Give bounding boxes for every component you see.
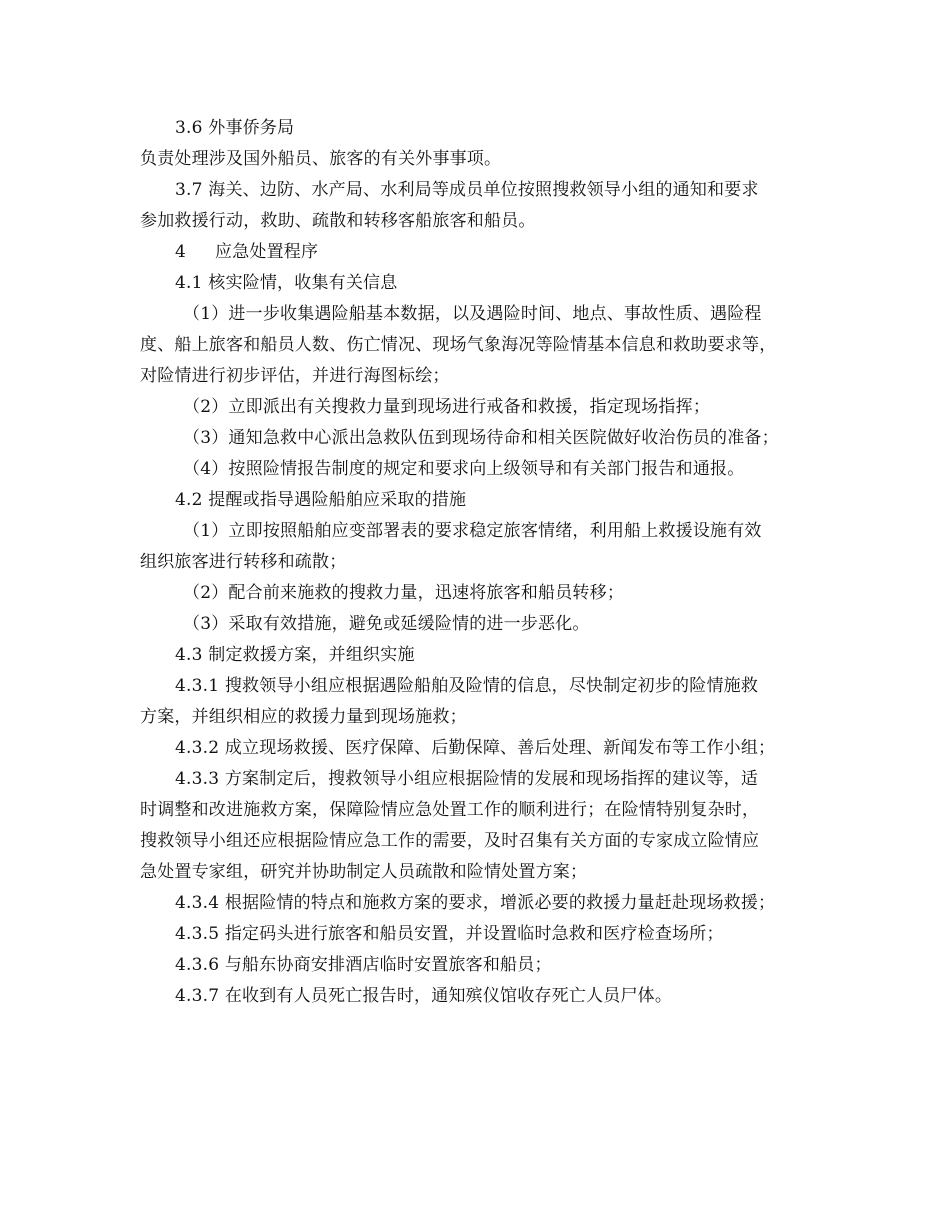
section-4-1-heading: 4.1 核实险情，收集有关信息 [175,273,398,293]
item-4-3-1-line-1: 4.3.1 搜救领导小组应根据遇险船舶及险情的信息，尽快制定初步的险情施救 [175,676,759,696]
section-3-7-text-line-2: 参加救援行动，救助、疏散和转移客船旅客和船员。 [140,211,536,231]
item-4-1-1-line-3: 对险情进行初步评估，并进行海图标绘； [140,366,450,386]
item-4-2-3: （3）采取有效措施，避免或延缓险情的进一步恶化。 [183,614,590,634]
item-4-3-3-line-3: 搜救领导小组还应根据险情应急工作的需要，及时召集有关方面的专家成立险情应 [140,831,760,851]
item-4-3-3-line-4: 急处置专家组，研究并协助制定人员疏散和险情处置方案； [140,862,588,882]
item-4-1-1-line-1: （1）进一步收集遇险船基本数据，以及遇险时间、地点、事故性质、遇险程 [183,304,762,324]
section-3-6-heading: 3.6 外事侨务局 [175,118,295,138]
section-4-title: 应急处置程序 [215,242,319,262]
document-body [140,113,820,1012]
item-4-3-4: 4.3.4 根据险情的特点和施救方案的要求，增派必要的救援力量赶赴现场救援； [175,893,776,913]
item-4-2-1-line-1: （1）立即按照船舶应变部署表的要求稳定旅客情绪，利用船上救援设施有效 [183,521,762,541]
item-4-3-2: 4.3.2 成立现场救援、医疗保障、后勤保障、善后处理、新闻发布等工作小组； [175,738,776,758]
section-4-3-heading: 4.3 制定救援方案，并组织实施 [175,645,415,665]
item-4-3-3-line-1: 4.3.3 方案制定后，搜救领导小组应根据险情的发展和现场指挥的建议等，适 [175,769,759,789]
section-3-7-text-line-1: 3.7 海关、边防、水产局、水利局等成员单位按照搜救领导小组的通知和要求 [175,180,759,200]
item-4-1-4: （4）按照险情报告制度的规定和要求向上级领导和有关部门报告和通报。 [183,459,745,479]
section-4-2-heading: 4.2 提醒或指导遇险船舶应采取的措施 [175,490,467,510]
section-4-heading [140,237,820,268]
item-4-3-5: 4.3.5 指定码头进行旅客和船员安置，并设置临时急救和医疗检查场所； [175,924,724,944]
item-4-3-3-line-2: 时调整和改进施救方案，保障险情应急处置工作的顺利进行；在险情特别复杂时， [140,800,760,820]
item-4-2-2: （2）配合前来施救的搜救力量，迅速将旅客和船员转移； [183,583,625,603]
item-4-3-6: 4.3.6 与船东协商安排酒店临时安置旅客和船员； [175,955,552,975]
section-3-6-text: 负责处理涉及国外船员、旅客的有关外事事项。 [140,149,502,169]
section-4-number: 4 [175,242,187,262]
item-4-1-3: （3）通知急救中心派出急救队伍到现场待命和相关医院做好收治伤员的准备； [183,428,779,448]
item-4-2-1-line-2: 组织旅客进行转移和疏散； [140,552,347,572]
item-4-1-1-line-2: 度、船上旅客和船员人数、伤亡情况、现场气象海况等险情基本信息和救助要求等， [140,335,777,355]
item-4-3-1-line-2: 方案，并组织相应的救援力量到现场施救； [140,707,467,727]
item-4-3-7: 4.3.7 在收到有人员死亡报告时，通知殡仪馆收存死亡人员尸体。 [175,986,673,1006]
item-4-1-2: （2）立即派出有关搜救力量到现场进行戒备和救援，指定现场指挥； [183,397,711,417]
